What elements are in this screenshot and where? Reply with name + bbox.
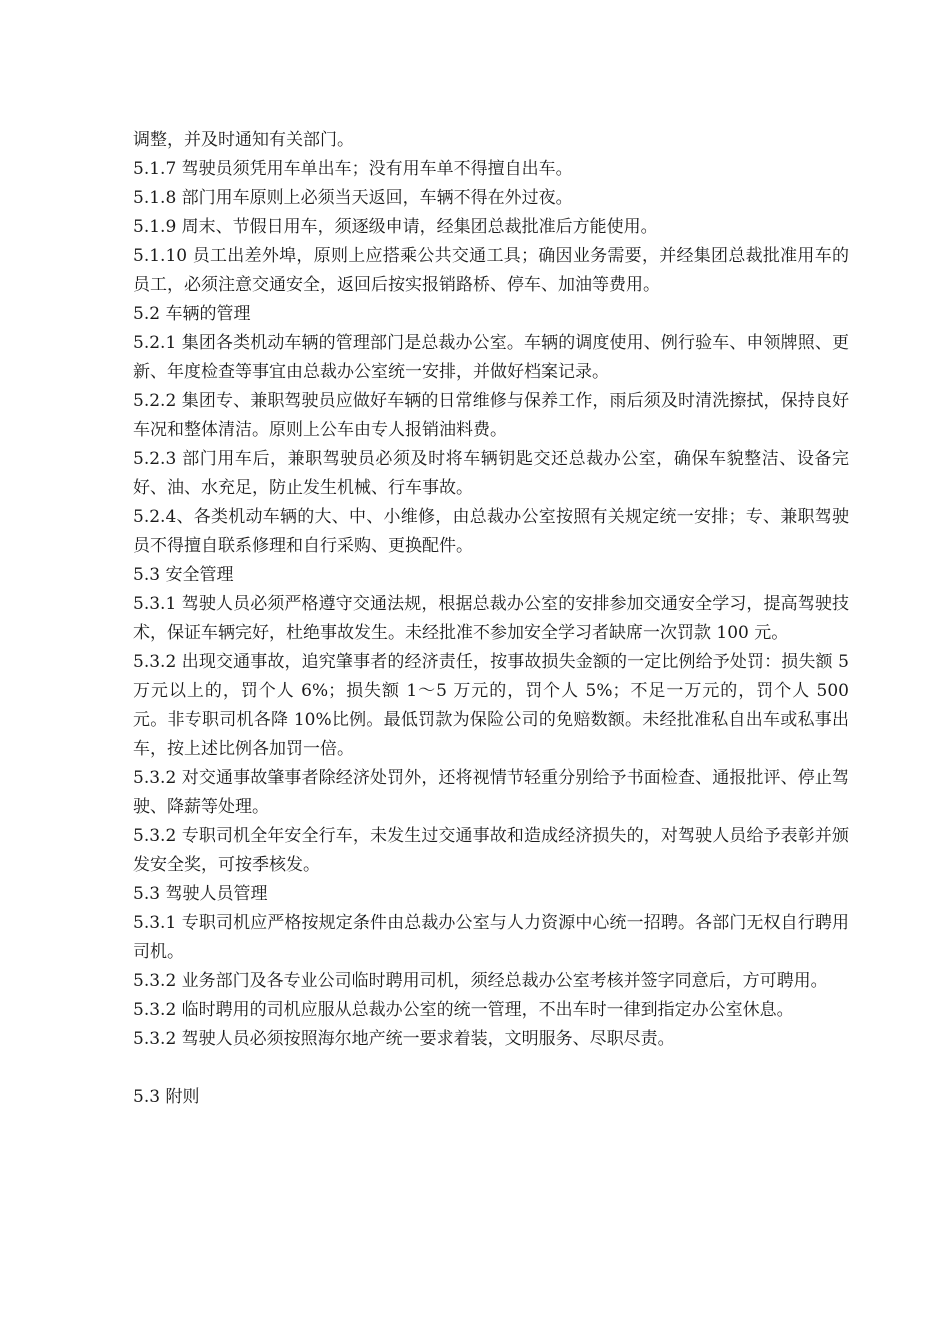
paragraph: 5.3.2 出现交通事故，追究肇事者的经济责任，按事故损失金额的一定比例给予处罚：损失额 5 万元以上的，罚个人 6%；损失额 1～5 万元的，罚个人 5%；不足一万元的，罚个人 500 元。非专职司机各降 10%比例。最低罚款为保险公司的免赔数额。未经批准私自出车或私事出车，按上述比例各加罚一倍。 xyxy=(133,652,849,759)
document-body xyxy=(133,126,849,1112)
paragraph: 调整，并及时通知有关部门。 xyxy=(133,130,354,150)
paragraph: 5.3.2 临时聘用的司机应服从总裁办公室的统一管理，不出车时一律到指定办公室休息。 xyxy=(133,1000,794,1020)
blank-line xyxy=(133,1054,849,1083)
paragraph: 5.2.3 部门用车后，兼职驾驶员必须及时将车辆钥匙交还总裁办公室，确保车貌整洁、设备完好、油、水充足，防止发生机械、行车事故。 xyxy=(133,449,849,498)
paragraph: 5.1.7 驾驶员须凭用车单出车；没有用车单不得擅自出车。 xyxy=(133,159,573,179)
paragraph: 5.2.4、各类机动车辆的大、中、小维修，由总裁办公室按照有关规定统一安排；专、兼职驾驶员不得擅自联系修理和自行采购、更换配件。 xyxy=(133,507,849,556)
paragraph: 5.2.1 集团各类机动车辆的管理部门是总裁办公室。车辆的调度使用、例行验车、申领牌照、更新、年度检查等事宜由总裁办公室统一安排，并做好档案记录。 xyxy=(133,333,849,382)
section-heading: 5.3 驾驶人员管理 xyxy=(133,884,268,904)
appendix-heading: 5.3 附则 xyxy=(133,1087,200,1107)
section-heading: 5.2 车辆的管理 xyxy=(133,304,251,324)
paragraph: 5.1.8 部门用车原则上必须当天返回，车辆不得在外过夜。 xyxy=(133,188,573,208)
paragraph: 5.3.1 驾驶人员必须严格遵守交通法规，根据总裁办公室的安排参加交通安全学习，提高驾驶技术，保证车辆完好，杜绝事故发生。未经批准不参加安全学习者缺席一次罚款 100 元。 xyxy=(133,594,849,643)
paragraph: 5.2.2 集团专、兼职驾驶员应做好车辆的日常维修与保养工作，雨后须及时清洗擦拭，保持良好车况和整体清洁。原则上公车由专人报销油料费。 xyxy=(133,391,849,440)
paragraph: 5.1.10 员工出差外埠，原则上应搭乘公共交通工具；确因业务需要，并经集团总裁批准用车的员工，必须注意交通安全，返回后按实报销路桥、停车、加油等费用。 xyxy=(133,246,849,295)
paragraph: 5.3.2 对交通事故肇事者除经济处罚外，还将视情节轻重分别给予书面检查、通报批评、停止驾驶、降薪等处理。 xyxy=(133,768,849,817)
paragraph: 5.3.1 专职司机应严格按规定条件由总裁办公室与人力资源中心统一招聘。各部门无权自行聘用司机。 xyxy=(133,913,849,962)
paragraph: 5.3.2 专职司机全年安全行车，未发生过交通事故和造成经济损失的，对驾驶人员给予表彰并颁发安全奖，可按季核发。 xyxy=(133,826,849,875)
section-heading: 5.3 安全管理 xyxy=(133,565,234,585)
paragraph: 5.1.9 周末、节假日用车，须逐级申请，经集团总裁批准后方能使用。 xyxy=(133,217,658,237)
paragraph: 5.3.2 驾驶人员必须按照海尔地产统一要求着装，文明服务、尽职尽责。 xyxy=(133,1029,675,1049)
paragraph: 5.3.2 业务部门及各专业公司临时聘用司机，须经总裁办公室考核并签字同意后，方可聘用。 xyxy=(133,971,828,991)
